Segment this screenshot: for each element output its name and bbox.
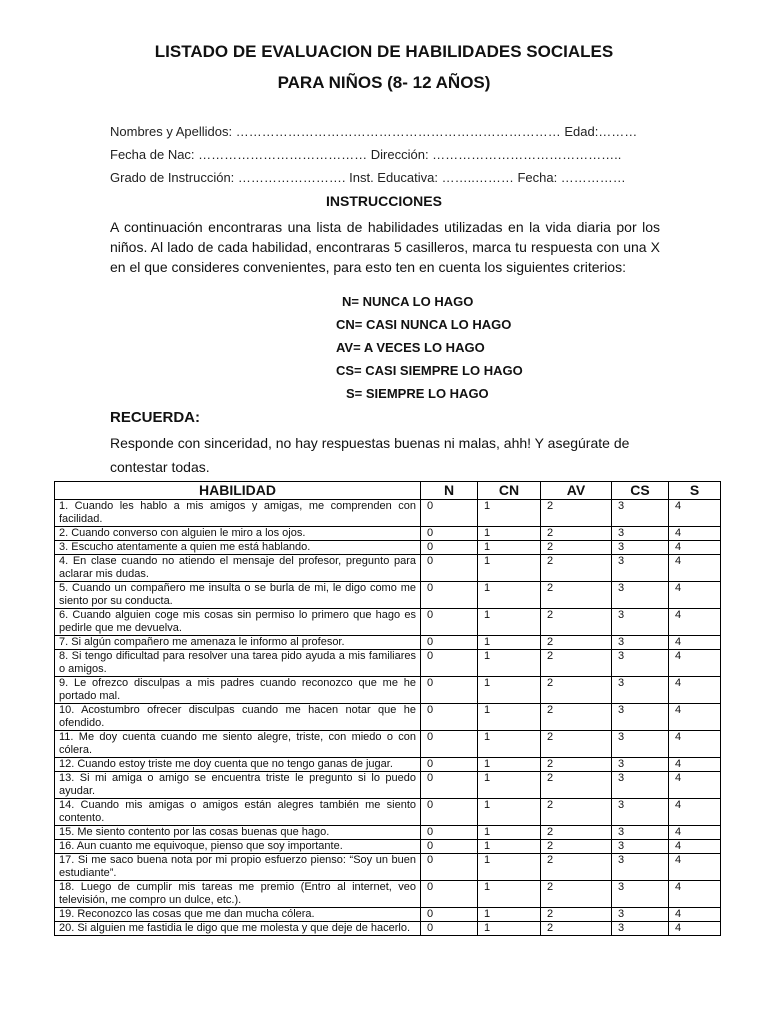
skill-text: 17. Si me saco buena nota por mi propio esfuerzo pienso: “Soy un buen estudiante”. xyxy=(55,854,421,881)
score-option-cell[interactable]: 0 xyxy=(421,799,478,826)
table-row xyxy=(55,758,721,772)
skill-text: 12. Cuando estoy triste me doy cuenta que no tengo ganas de jugar. xyxy=(55,758,421,772)
criterion-cn: CN= CASI NUNCA LO HAGO xyxy=(336,317,512,332)
table-row xyxy=(55,541,721,555)
score-option-cell[interactable]: 0 xyxy=(421,922,478,936)
reminder-heading: RECUERDA: xyxy=(110,409,200,426)
table-row xyxy=(55,636,721,650)
score-option-cell[interactable]: 4 xyxy=(669,881,721,908)
score-option-cell[interactable]: 3 xyxy=(612,758,669,772)
skill-text: 7. Si algún compañero me amenaza le informo al profesor. xyxy=(55,636,421,650)
table-row xyxy=(55,704,721,731)
score-option-cell[interactable]: 4 xyxy=(669,527,721,541)
score-option-cell[interactable]: 1 xyxy=(478,650,541,677)
score-option-cell[interactable]: 4 xyxy=(669,500,721,527)
score-option-cell[interactable]: 4 xyxy=(669,922,721,936)
score-option-cell[interactable]: 0 xyxy=(421,677,478,704)
score-option-cell[interactable]: 4 xyxy=(669,650,721,677)
header-cn: CN xyxy=(478,482,541,500)
score-option-cell[interactable]: 2 xyxy=(541,840,612,854)
score-option-cell[interactable]: 2 xyxy=(541,609,612,636)
table-row xyxy=(55,826,721,840)
score-option-cell[interactable]: 4 xyxy=(669,826,721,840)
score-option-cell[interactable]: 3 xyxy=(612,731,669,758)
score-option-cell[interactable]: 3 xyxy=(612,541,669,555)
score-option-cell[interactable]: 0 xyxy=(421,541,478,555)
table-row xyxy=(55,527,721,541)
score-option-cell[interactable]: 3 xyxy=(612,704,669,731)
field-line-birth-address: Fecha de Nac: ………………………………… Dirección: …………………………………….. xyxy=(110,147,622,162)
score-option-cell[interactable]: 1 xyxy=(478,677,541,704)
score-option-cell[interactable]: 3 xyxy=(612,922,669,936)
score-option-cell[interactable]: 2 xyxy=(541,650,612,677)
score-option-cell[interactable]: 1 xyxy=(478,541,541,555)
field-line-name-age: Nombres y Apellidos: ………………………………………………………………… Edad:……… xyxy=(110,124,638,139)
score-option-cell[interactable]: 4 xyxy=(669,541,721,555)
score-option-cell[interactable]: 3 xyxy=(612,650,669,677)
score-option-cell[interactable]: 1 xyxy=(478,582,541,609)
score-option-cell[interactable]: 2 xyxy=(541,555,612,582)
score-option-cell[interactable]: 2 xyxy=(541,908,612,922)
table-row xyxy=(55,609,721,636)
table-row xyxy=(55,908,721,922)
score-option-cell[interactable]: 1 xyxy=(478,731,541,758)
table-row xyxy=(55,555,721,582)
instructions-text: A continuación encontraras una lista de habilidades utilizadas en la vida diaria por los niños. Al lado de cada habilidad, encontraras 5 casilleros, marca tu respuesta con una X en el que consideres convenientes, para esto ten en cuenta los siguientes criterios: xyxy=(110,219,660,275)
table-row xyxy=(55,854,721,881)
score-option-cell[interactable]: 1 xyxy=(478,500,541,527)
score-option-cell[interactable]: 1 xyxy=(478,799,541,826)
score-option-cell[interactable]: 1 xyxy=(478,908,541,922)
score-option-cell[interactable]: 3 xyxy=(612,799,669,826)
document-subtitle: PARA NIÑOS (8- 12 AÑOS) xyxy=(277,73,491,92)
score-option-cell[interactable]: 0 xyxy=(421,527,478,541)
skill-text: 2. Cuando converso con alguien le miro a los ojos. xyxy=(55,527,421,541)
document-title: LISTADO DE EVALUACION DE HABILIDADES SOCIALES xyxy=(154,42,614,61)
score-option-cell[interactable]: 2 xyxy=(541,677,612,704)
score-option-cell[interactable]: 2 xyxy=(541,541,612,555)
skill-text: 6. Cuando alguien coge mis cosas sin permiso lo primero que hago es pedirle que me devuelva. xyxy=(55,609,421,636)
score-option-cell[interactable]: 0 xyxy=(421,582,478,609)
score-option-cell[interactable]: 2 xyxy=(541,799,612,826)
score-option-cell[interactable]: 0 xyxy=(421,704,478,731)
score-option-cell[interactable]: 1 xyxy=(478,609,541,636)
score-option-cell[interactable]: 2 xyxy=(541,582,612,609)
score-option-cell[interactable]: 3 xyxy=(612,908,669,922)
score-option-cell[interactable]: 0 xyxy=(421,636,478,650)
table-row xyxy=(55,922,721,936)
score-option-cell[interactable]: 2 xyxy=(541,731,612,758)
skill-text: 20. Si alguien me fastidia le digo que me molesta y que deje de hacerlo. xyxy=(55,922,421,936)
score-option-cell[interactable]: 2 xyxy=(541,500,612,527)
score-option-cell[interactable]: 4 xyxy=(669,555,721,582)
skill-text: 16. Aun cuanto me equivoque, pienso que soy importante. xyxy=(55,840,421,854)
score-option-cell[interactable]: 0 xyxy=(421,650,478,677)
score-option-cell[interactable]: 2 xyxy=(541,772,612,799)
score-option-cell[interactable]: 4 xyxy=(669,840,721,854)
score-option-cell[interactable]: 3 xyxy=(612,555,669,582)
score-option-cell[interactable]: 4 xyxy=(669,636,721,650)
score-option-cell[interactable]: 0 xyxy=(421,609,478,636)
criterion-s: S= SIEMPRE LO HAGO xyxy=(346,386,489,401)
table-row xyxy=(55,881,721,908)
score-option-cell[interactable]: 2 xyxy=(541,758,612,772)
score-option-cell[interactable]: 0 xyxy=(421,500,478,527)
score-option-cell[interactable]: 1 xyxy=(478,922,541,936)
score-option-cell[interactable]: 4 xyxy=(669,758,721,772)
score-option-cell[interactable]: 1 xyxy=(478,555,541,582)
score-option-cell[interactable]: 0 xyxy=(421,758,478,772)
score-option-cell[interactable]: 0 xyxy=(421,908,478,922)
score-option-cell[interactable]: 4 xyxy=(669,677,721,704)
score-option-cell[interactable]: 4 xyxy=(669,854,721,881)
score-option-cell[interactable]: 4 xyxy=(669,908,721,922)
field-line-grade-school-date: Grado de Instrucción: ……………………. Inst. Educativa: ……..……… Fecha: …………… xyxy=(110,170,626,185)
table-body xyxy=(55,500,721,936)
score-option-cell[interactable]: 3 xyxy=(612,772,669,799)
skill-text: 18. Luego de cumplir mis tareas me premio (Entro al internet, veo televisión, me compro un dulce, etc.). xyxy=(55,881,421,908)
skills-table xyxy=(54,481,721,936)
skill-text: 11. Me doy cuenta cuando me siento alegre, triste, con miedo o con cólera. xyxy=(55,731,421,758)
score-option-cell[interactable]: 2 xyxy=(541,881,612,908)
score-option-cell[interactable]: 2 xyxy=(541,636,612,650)
score-option-cell[interactable]: 4 xyxy=(669,609,721,636)
score-option-cell[interactable]: 3 xyxy=(612,500,669,527)
score-option-cell[interactable]: 4 xyxy=(669,704,721,731)
score-option-cell[interactable]: 0 xyxy=(421,772,478,799)
score-option-cell[interactable]: 3 xyxy=(612,881,669,908)
instructions-heading: INSTRUCCIONES xyxy=(326,193,442,209)
score-option-cell[interactable]: 2 xyxy=(541,854,612,881)
criterion-cs: CS= CASI SIEMPRE LO HAGO xyxy=(336,363,523,378)
header-n: N xyxy=(421,482,478,500)
skill-text: 19. Reconozco las cosas que me dan mucha cólera. xyxy=(55,908,421,922)
table-row xyxy=(55,500,721,527)
header-cs: CS xyxy=(612,482,669,500)
score-option-cell[interactable]: 3 xyxy=(612,854,669,881)
personal-data-fields xyxy=(110,120,670,189)
skill-text: 9. Le ofrezco disculpas a mis padres cuando reconozco que me he portado mal. xyxy=(55,677,421,704)
skill-text: 15. Me siento contento por las cosas buenas que hago. xyxy=(55,826,421,840)
score-option-cell[interactable]: 0 xyxy=(421,731,478,758)
score-option-cell[interactable]: 0 xyxy=(421,840,478,854)
score-option-cell[interactable]: 3 xyxy=(612,609,669,636)
header-s: S xyxy=(669,482,721,500)
table-row xyxy=(55,799,721,826)
table-row xyxy=(55,650,721,677)
score-option-cell[interactable]: 1 xyxy=(478,881,541,908)
criteria-list xyxy=(336,290,523,405)
score-option-cell[interactable]: 1 xyxy=(478,854,541,881)
score-option-cell[interactable]: 1 xyxy=(478,826,541,840)
table-row xyxy=(55,840,721,854)
skill-text: 13. Si mi amiga o amigo se encuentra triste le pregunto si lo puedo ayudar. xyxy=(55,772,421,799)
score-option-cell[interactable]: 3 xyxy=(612,636,669,650)
score-option-cell[interactable]: 4 xyxy=(669,799,721,826)
score-option-cell[interactable]: 3 xyxy=(612,677,669,704)
skill-text: 8. Si tengo dificultad para resolver una tarea pido ayuda a mis familiares o amigos. xyxy=(55,650,421,677)
criterion-n: N= NUNCA LO HAGO xyxy=(342,294,474,309)
score-option-cell[interactable]: 3 xyxy=(612,840,669,854)
score-option-cell[interactable]: 2 xyxy=(541,922,612,936)
score-option-cell[interactable]: 0 xyxy=(421,826,478,840)
score-option-cell[interactable]: 0 xyxy=(421,854,478,881)
table-row xyxy=(55,582,721,609)
score-option-cell[interactable]: 1 xyxy=(478,704,541,731)
score-option-cell[interactable]: 1 xyxy=(478,636,541,650)
score-option-cell[interactable]: 0 xyxy=(421,555,478,582)
skill-text: 4. En clase cuando no atiendo el mensaje del profesor, pregunto para aclarar mis dudas. xyxy=(55,555,421,582)
skill-text: 14. Cuando mis amigas o amigos están alegres también me siento contento. xyxy=(55,799,421,826)
score-option-cell[interactable]: 2 xyxy=(541,527,612,541)
skill-text: 10. Acostumbro ofrecer disculpas cuando me hacen notar que he ofendido. xyxy=(55,704,421,731)
score-option-cell[interactable]: 4 xyxy=(669,772,721,799)
skill-text: 1. Cuando les hablo a mis amigos y amigas, me comprenden con facilidad. xyxy=(55,500,421,527)
score-option-cell[interactable]: 1 xyxy=(478,840,541,854)
reminder-text: Responde con sinceridad, no hay respuestas buenas ni malas, ahh! Y asegúrate de contestar todas. xyxy=(110,435,630,475)
score-option-cell[interactable]: 1 xyxy=(478,772,541,799)
table-row xyxy=(55,731,721,758)
skill-text: 5. Cuando un compañero me insulta o se burla de mi, le digo como me siento por su conducta. xyxy=(55,582,421,609)
skill-text: 3. Escucho atentamente a quien me está hablando. xyxy=(55,541,421,555)
score-option-cell[interactable]: 4 xyxy=(669,731,721,758)
criterion-av: AV= A VECES LO HAGO xyxy=(336,340,485,355)
score-option-cell[interactable]: 2 xyxy=(541,704,612,731)
score-option-cell[interactable]: 0 xyxy=(421,881,478,908)
score-option-cell[interactable]: 3 xyxy=(612,527,669,541)
score-option-cell[interactable]: 3 xyxy=(612,826,669,840)
header-av: AV xyxy=(541,482,612,500)
score-option-cell[interactable]: 3 xyxy=(612,582,669,609)
score-option-cell[interactable]: 4 xyxy=(669,582,721,609)
table-header-row xyxy=(55,482,721,500)
score-option-cell[interactable]: 2 xyxy=(541,826,612,840)
score-option-cell[interactable]: 1 xyxy=(478,758,541,772)
table-row xyxy=(55,772,721,799)
table-row xyxy=(55,677,721,704)
score-option-cell[interactable]: 1 xyxy=(478,527,541,541)
header-habilidad: HABILIDAD xyxy=(55,482,421,500)
